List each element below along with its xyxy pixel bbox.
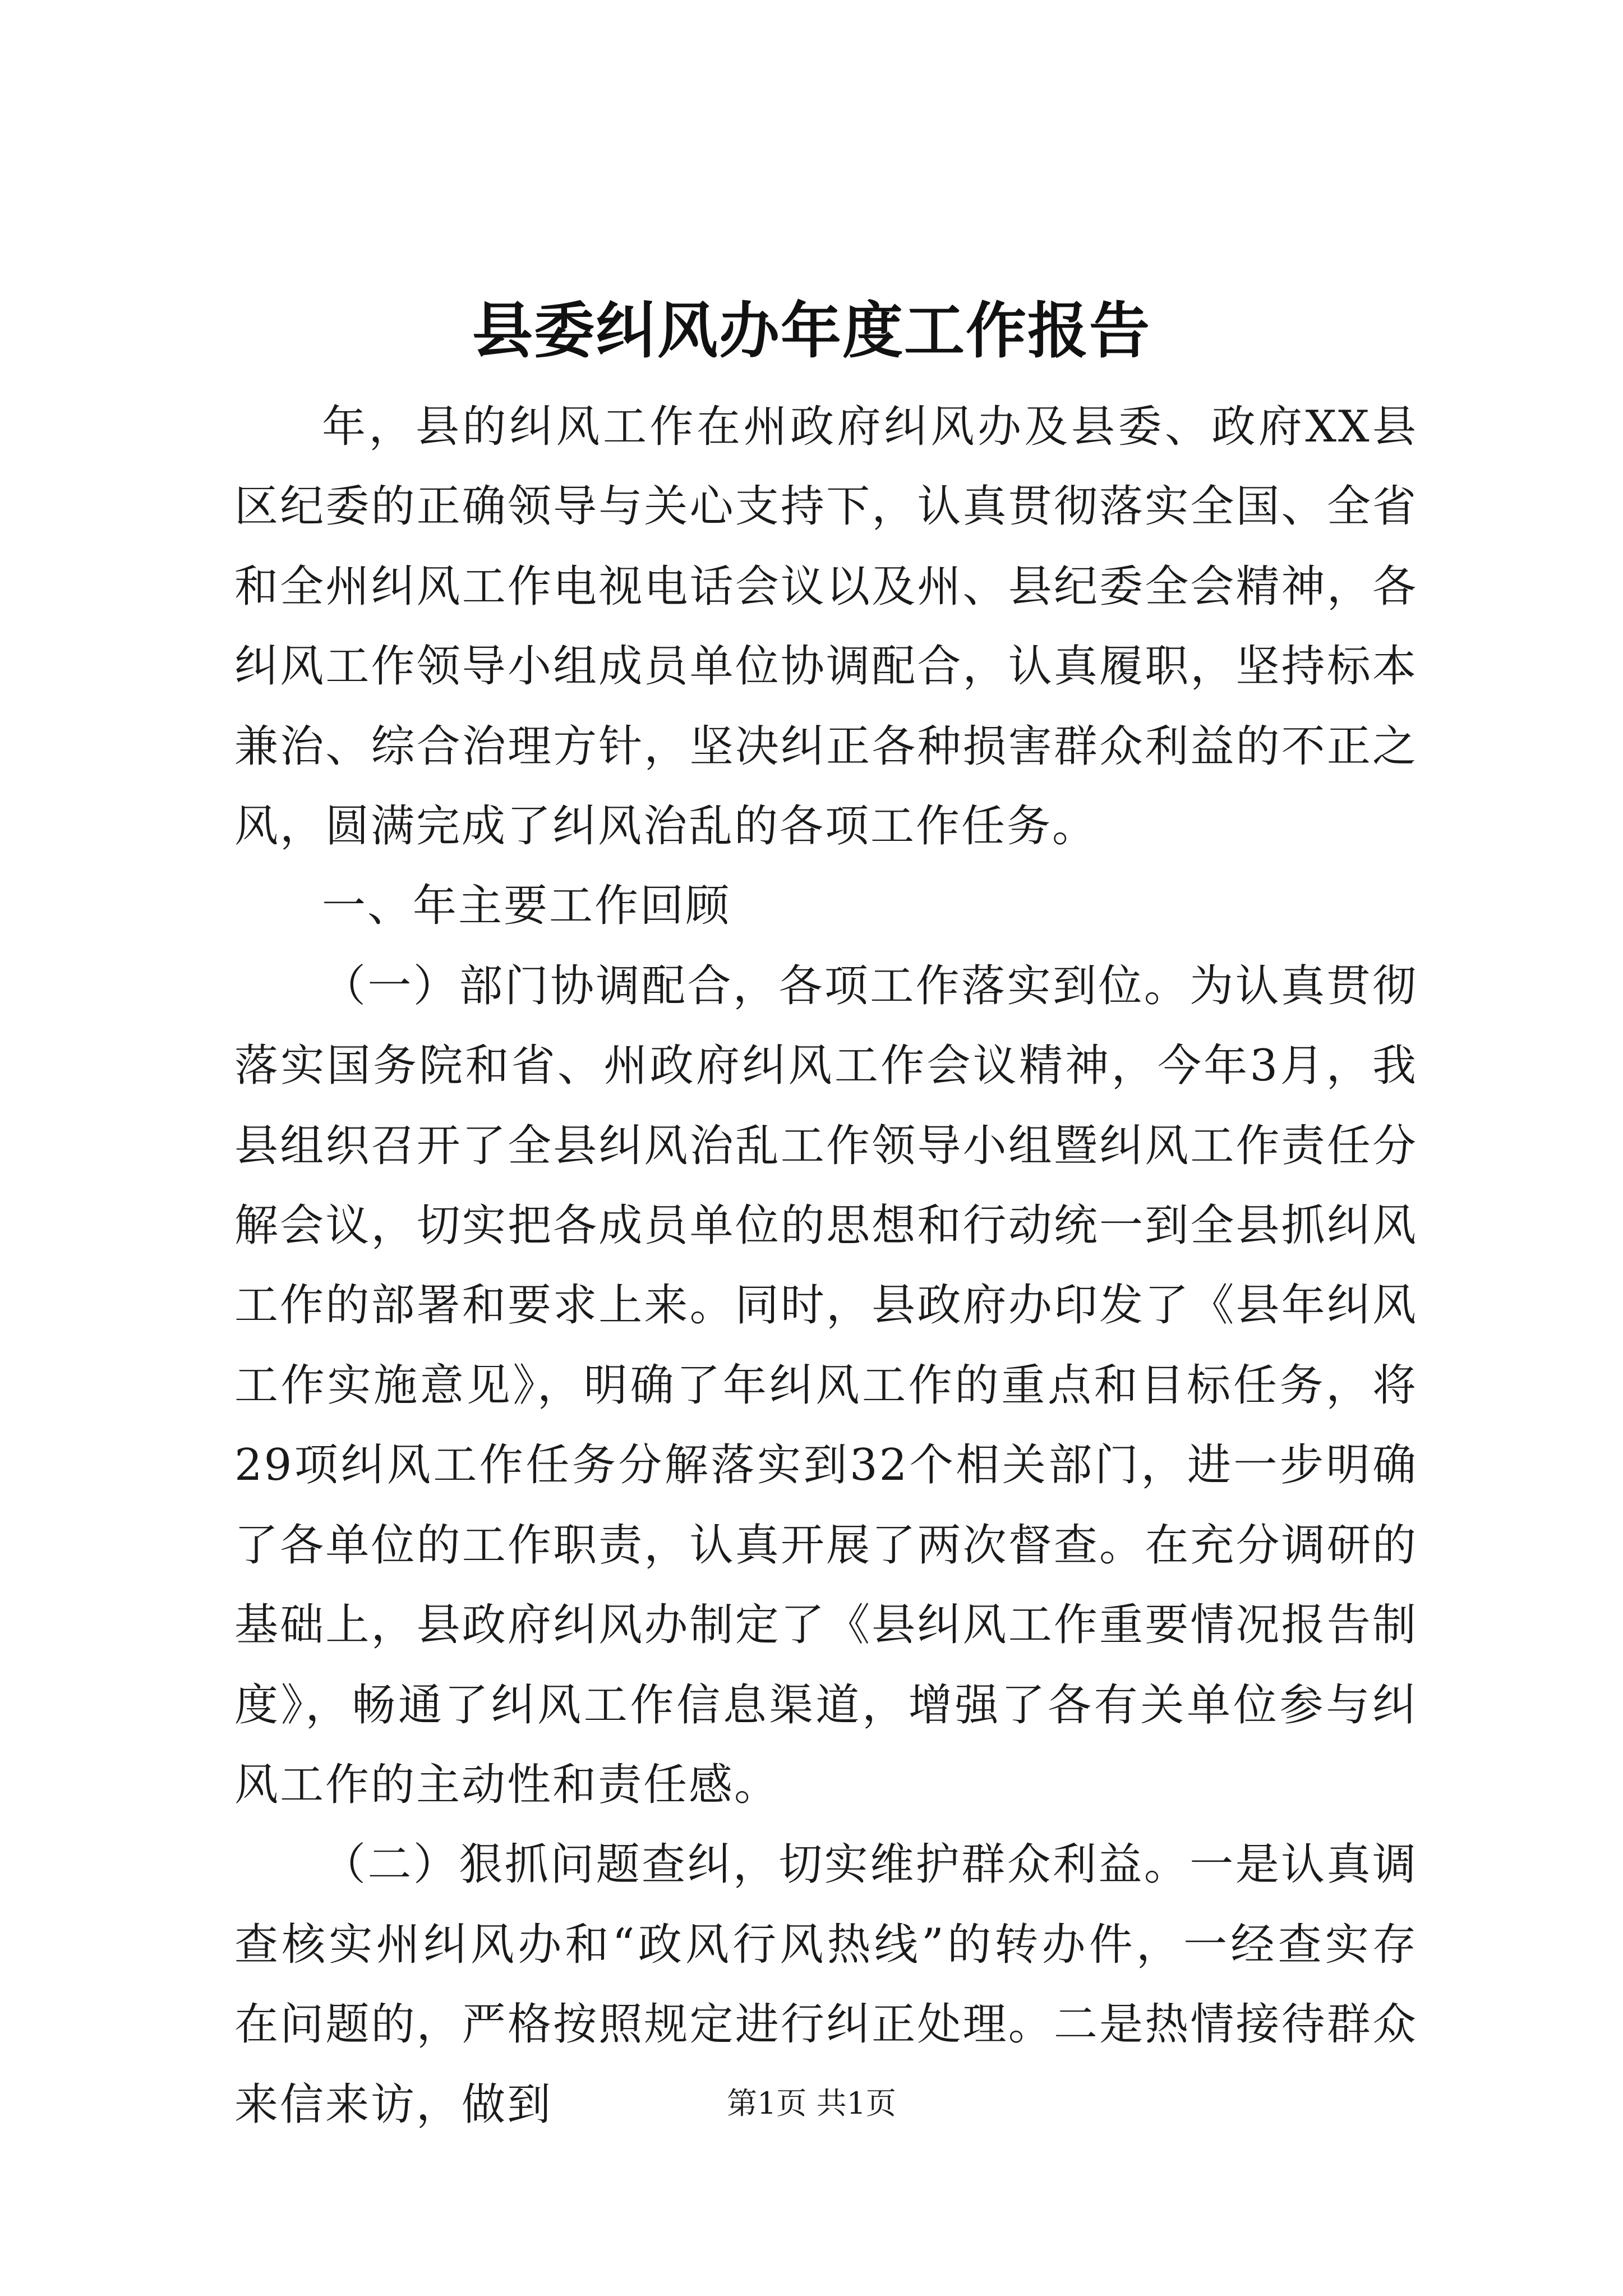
paragraph-part-two: （二）狠抓问题查纠，切实维护群众利益。一是认真调查核实州纠风办和“政风行风热线”的转办件，一经查实存在问题的，严格按照规定进行纠正处理。二是热情接待群众来信来访，做到 bbox=[234, 1839, 1418, 2130]
document-title: 县委纠风办年度工作报告 bbox=[472, 296, 1151, 366]
document-body bbox=[234, 387, 1418, 2145]
page-number-footer: 第1页 共1页 bbox=[727, 2086, 896, 2121]
paragraph-intro: 年，县的纠风工作在州政府纠风办及县委、政府XX县区纪委的正确领导与关心支持下，认真贯彻落实全国、全省和全州纠风工作电视电话会议以及州、县纪委全会精神，各纠风工作领导小组成员单位协调配合，认真履职，坚持标本兼治、综合治理方针，坚决纠正各种损害群众利益的不正之风，圆满完成了纠风治乱的各项工作任务。 bbox=[234, 402, 1418, 852]
paragraph-part-one: （一）部门协调配合，各项工作落实到位。为认真贯彻落实国务院和省、州政府纠风工作会议精神，今年3月，我县组织召开了全县纠风治乱工作领导小组暨纠风工作责任分解会议，切实把各成员单位的思想和行动统一到全县抓纠风工作的部署和要求上来。同时，县政府办印发了《县年纠风工作实施意见》，明确了年纠风工作的重点和目标任务，将29项纠风工作任务分解落实到32个相关部门，进一步明确了各单位的工作职责，认真开展了两次督查。在充分调研的基础上，县政府纠风办制定了《县纠风工作重要情况报告制度》，畅通了纠风工作信息渠道，增强了各有关单位参与纠风工作的主动性和责任感。 bbox=[234, 960, 1418, 1810]
section-heading: 一、年主要工作回顾 bbox=[322, 881, 731, 932]
